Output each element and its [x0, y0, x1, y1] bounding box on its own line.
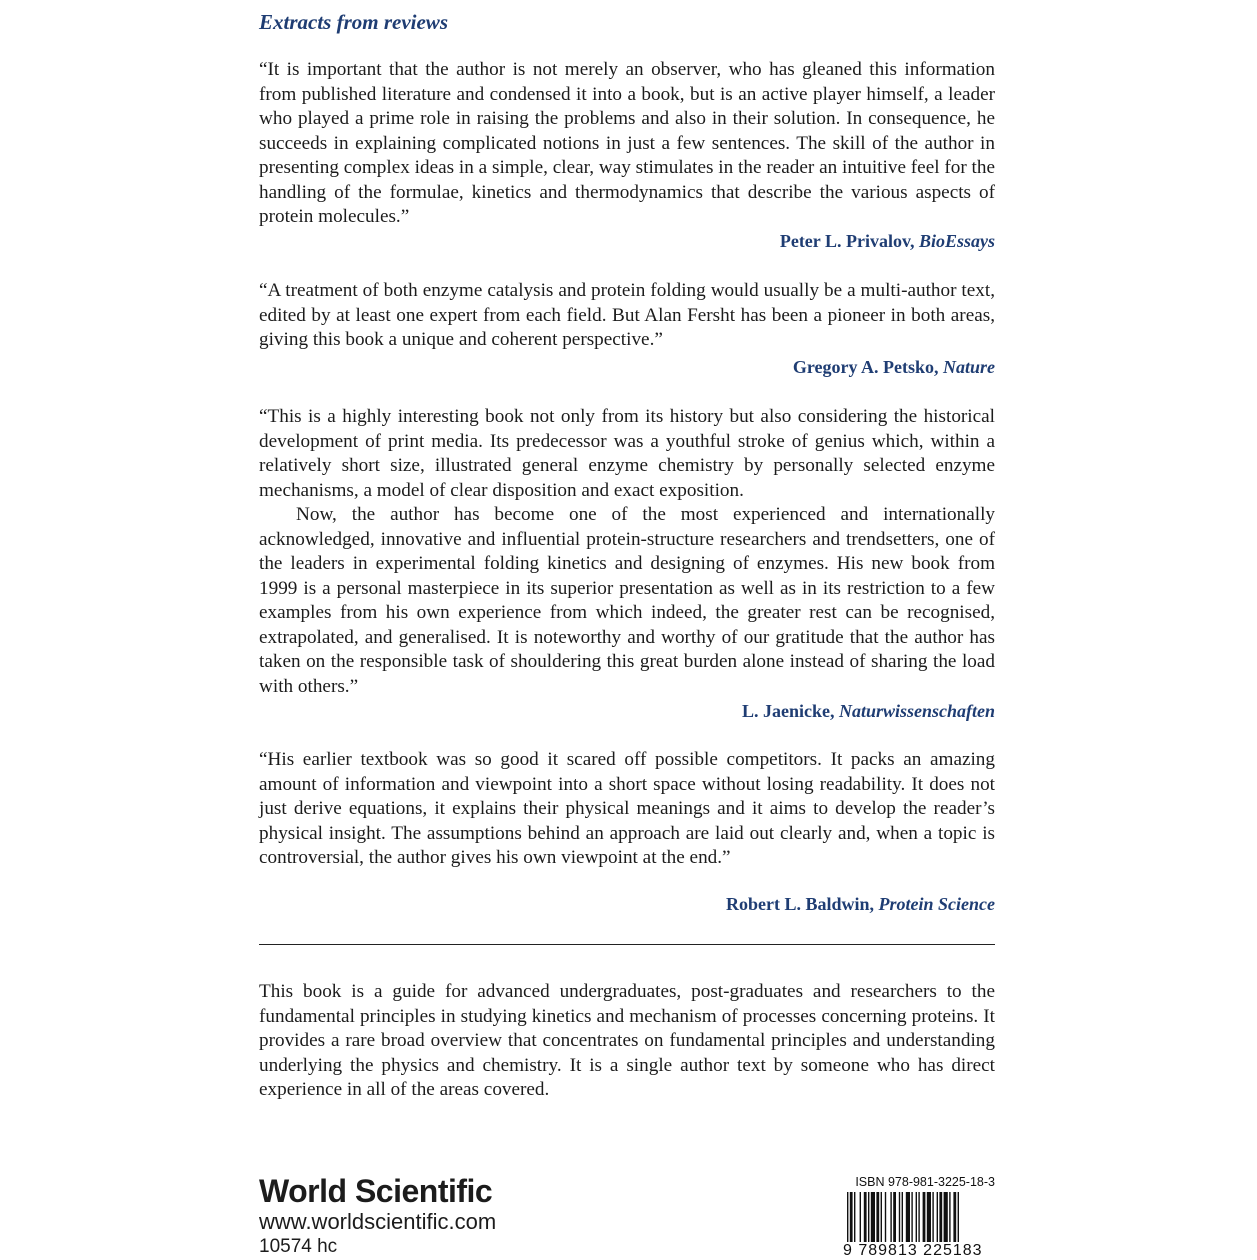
review-source: BioEssays	[918, 231, 995, 251]
divider	[259, 944, 995, 945]
isbn-block	[843, 1175, 995, 1260]
reviewer-name: L. Jaenicke,	[741, 701, 835, 721]
publisher-name: World Scientific	[259, 1173, 493, 1209]
review-quote-3	[259, 405, 995, 699]
review-attribution-4	[259, 892, 995, 916]
review-source: Naturwissenschaften	[838, 701, 995, 721]
review-quote-4: “His earlier textbook was so good it scared off possible competitors. It packs an amazing amount of information and viewpoint into a short space without losing readability. It does not just derive equations, it explains their physical meanings and it aims to develop the reader’s physical insight. The assumptions behind an approach are laid out clearly and, when a topic is controversial, the author gives his own viewpoint at the end.”	[259, 749, 995, 868]
isbn-digits: 9 789813 225183	[843, 1242, 983, 1259]
review-quote-2: “A treatment of both enzyme catalysis and protein folding would usually be a multi-author text, edited by at least one expert from each field. But Alan Fersht has been a pioneer in both areas, giving this book a unique and coherent perspective.”	[259, 280, 995, 350]
review-paragraph: Now, the author has become one of the most experienced and internationally acknowledged, innovative and influential protein-structure researchers and trendsetters, one of the leaders in experimental folding kinetics and designing of enzymes. His new book from 1999 is a personal masterpiece in its superior presentation as well as in its restriction to a few examples from his own experience from which indeed, the greater rest can be recognised, extrapolated, and generalised. It is noteworthy and worthy of our gratitude that the author has taken on the responsible task of shouldering this great burden alone instead of sharing the load with others.”	[259, 504, 995, 697]
reviewer-name: Gregory A. Petsko,	[792, 357, 939, 377]
review-paragraph: “This is a highly interesting book not only from its history but also considering the historical development of print media. Its predecessor was a youthful stroke of genius which, within a relatively short size, illustrated general enzyme chemistry by personally selected enzyme mechanisms, a model of clear disposition and exact exposition.	[259, 406, 995, 501]
publisher-block	[259, 1173, 496, 1259]
reviewer-name: Peter L. Privalov,	[779, 231, 915, 251]
publisher-url: www.worldscientific.com	[259, 1209, 497, 1234]
isbn-label: ISBN 978-981-3225-18-3	[855, 1175, 995, 1189]
book-description: This book is a guide for advanced undergraduates, post-graduates and researchers to the fundamental principles in studying kinetics and mechanism of processes concerning proteins. It provides a rare broad overview that concentrates on fundamental principles and understanding underlying the physics and chemistry. It is a single author text by someone who has direct experience in all of the areas covered.	[259, 981, 995, 1100]
review-attribution-1	[259, 229, 995, 253]
barcode-icon	[843, 1192, 995, 1242]
review-attribution-3	[259, 699, 995, 723]
section-heading: Extracts from reviews	[259, 10, 448, 34]
reviewer-name: Robert L. Baldwin,	[725, 894, 875, 914]
review-quote-1: “It is important that the author is not merely an observer, who has gleaned this information from published literature and condensed it into a book, but is an active player himself, a leader who played a prime role in raising the problems and also in their solution. In consequence, he succeeds in explaining complicated notions in just a few sentences. The skill of the author in presenting complex ideas in a simple, clear, way stimulates in the reader an intuitive feel for the handling of the formulae, kinetics and thermodynamics that describe the various aspects of protein molecules.”	[259, 59, 995, 227]
review-source: Nature	[942, 357, 995, 377]
review-source: Protein Science	[878, 894, 995, 914]
review-attribution-2	[259, 355, 995, 379]
product-code: 10574 hc	[259, 1236, 338, 1257]
